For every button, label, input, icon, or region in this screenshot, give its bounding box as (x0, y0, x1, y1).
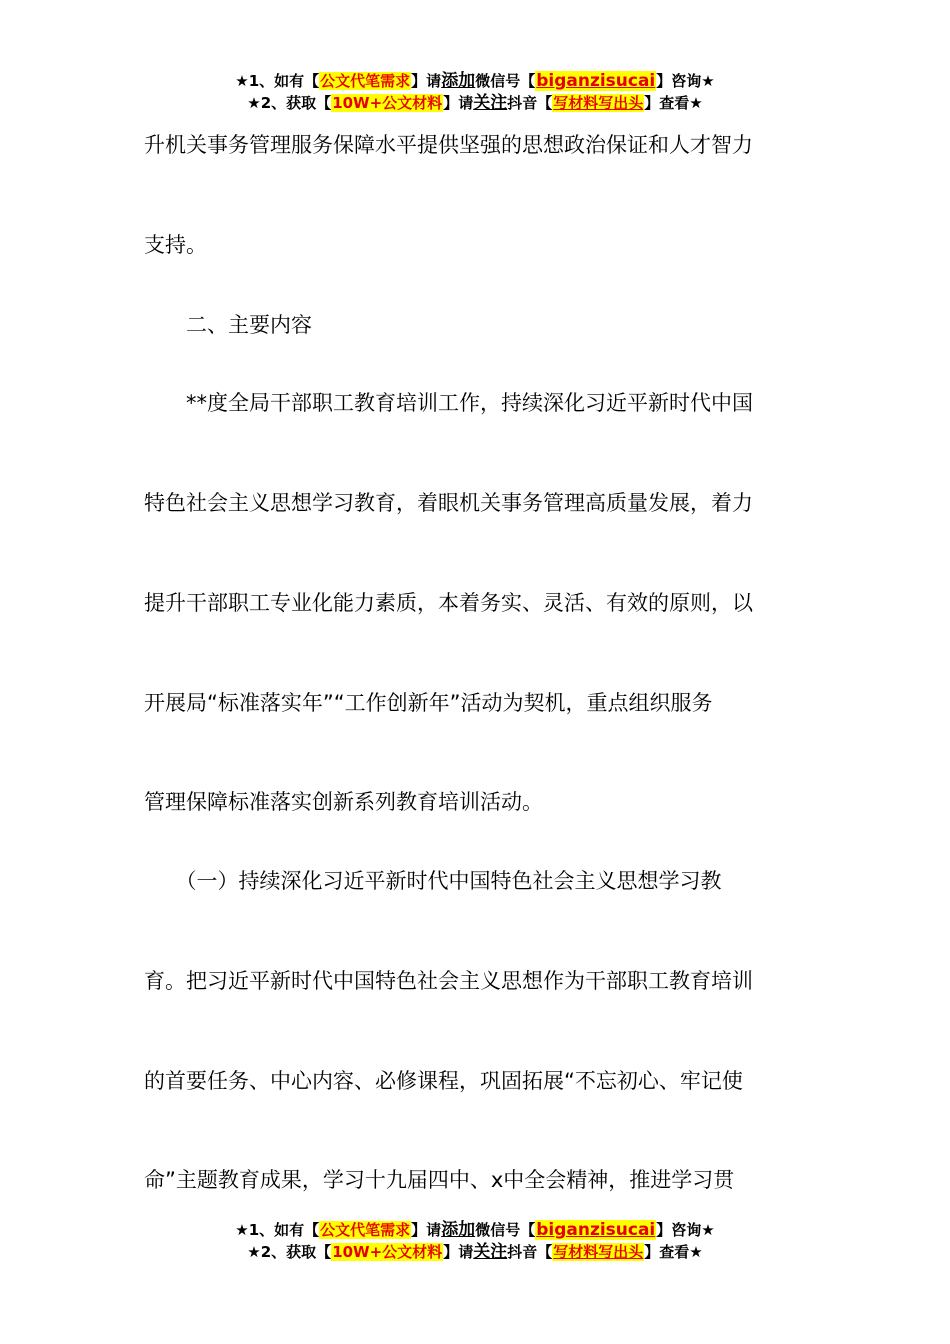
banner-text: 】查看★ (644, 94, 703, 112)
body-line: 开展局“标准落实年”“工作创新年”活动为契机，重点组织服务 (144, 691, 713, 715)
banner-highlight: 公文代笔需求 (320, 72, 411, 90)
banner-douyin-id[interactable]: 写材料写出头 (553, 1243, 644, 1261)
banner-line-1 (0, 70, 950, 92)
banner-text: 抖音【 (507, 1243, 553, 1261)
banner-text: ★1、如有【 (235, 72, 320, 90)
banner-line-2 (0, 92, 950, 114)
banner-text: 】请 (443, 94, 474, 112)
banner-highlight: 10W+公文材料 (332, 1243, 443, 1261)
bottom-banner (0, 1219, 950, 1263)
body-line: **度全局干部职工教育培训工作，持续深化习近平新时代中国 (144, 391, 753, 415)
banner-text: 】咨询★ (656, 72, 715, 90)
banner-text: 】请 (411, 1221, 442, 1239)
banner-wechat-id[interactable]: biganzisucai (536, 1220, 656, 1240)
banner-text: 】请 (411, 72, 442, 90)
banner-underlined: 添加 (441, 1220, 476, 1240)
top-banner (0, 70, 950, 114)
body-line: 命”主题教育成果，学习十九届四中、x中全会精神，推进学习贯 (144, 1168, 735, 1192)
body-line: 管理保障标准落实创新系列教育培训活动。 (144, 790, 543, 814)
banner-text: 微信号【 (475, 72, 536, 90)
banner-text: ★2、获取【 (247, 1243, 332, 1261)
banner-text: ★2、获取【 (247, 94, 332, 112)
banner-highlight: 10W+公文材料 (332, 94, 443, 112)
subsection-heading: （一）持续深化习近平新时代中国特色社会主义思想学习教 (144, 869, 722, 893)
banner-text: 微信号【 (475, 1221, 536, 1239)
banner-underlined: 关注 (473, 93, 508, 113)
body-line: 提升干部职工专业化能力素质，本着务实、灵活、有效的原则，以 (144, 591, 753, 615)
banner-text: ★1、如有【 (235, 1221, 320, 1239)
body-line: 的首要任务、中心内容、必修课程，巩固拓展“不忘初心、牢记使 (144, 1069, 743, 1093)
banner-text: 】咨询★ (656, 1221, 715, 1239)
banner-line-1 (0, 1219, 950, 1241)
banner-douyin-id[interactable]: 写材料写出头 (553, 94, 644, 112)
banner-highlight: 公文代笔需求 (320, 1221, 411, 1239)
section-heading: 二、主要内容 (144, 313, 312, 337)
banner-text: 抖音【 (507, 94, 553, 112)
body-line: 特色社会主义思想学习教育，着眼机关事务管理高质量发展，着力 (144, 491, 753, 515)
body-line: 升机关事务管理服务保障水平提供坚强的思想政治保证和人才智力 (144, 133, 753, 157)
banner-text: 】查看★ (644, 1243, 703, 1261)
banner-underlined: 添加 (441, 71, 476, 91)
banner-underlined: 关注 (473, 1242, 508, 1262)
banner-text: 】请 (443, 1243, 474, 1261)
body-line: 支持。 (144, 233, 207, 257)
banner-line-2 (0, 1241, 950, 1263)
body-line: 育。把习近平新时代中国特色社会主义思想作为干部职工教育培训 (144, 969, 753, 993)
banner-wechat-id[interactable]: biganzisucai (536, 71, 656, 91)
